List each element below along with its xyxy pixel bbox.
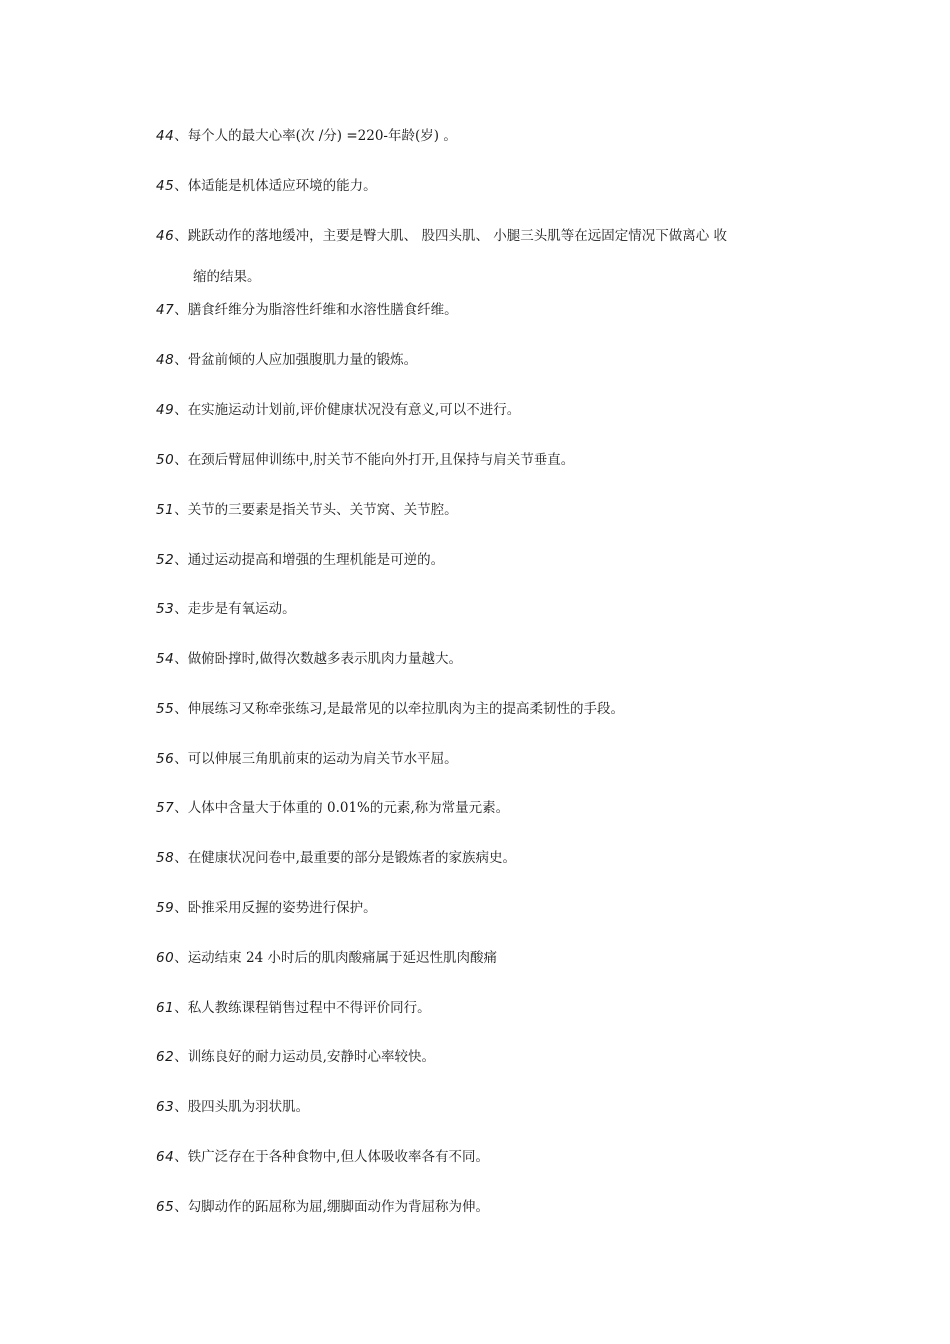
question-number: 49 [156,402,175,418]
question-text: 人体中含量大于体重的 0.01%的元素,称为常量元素。 [187,800,510,816]
question-text: 训练良好的耐力运动员,安静时心率较快。 [187,1049,435,1065]
question-number: 63 [156,1099,175,1115]
question-separator: 、 [174,651,188,667]
question-text: 关节的三要素是指关节头、关节窝、关节腔。 [187,502,458,518]
question-separator: 、 [174,352,188,368]
question-number: 44 [156,128,175,144]
question-text: 股四头肌为羽状肌。 [187,1099,310,1115]
question-56 [156,750,826,768]
question-number: 51 [156,502,175,518]
question-separator: 、 [174,552,188,568]
question-54 [156,650,826,668]
question-number: 57 [156,800,175,816]
question-number: 45 [156,178,175,194]
question-separator: 、 [174,800,188,816]
question-text: 在颈后臂屈伸训练中,肘关节不能向外打开,且保持与肩关节垂直。 [187,452,575,468]
question-separator: 、 [174,228,188,244]
question-text: 私人教练课程销售过程中不得评价同行。 [187,1000,431,1016]
question-separator: 、 [174,452,188,468]
question-46-continuation: 缩的结果。 [193,269,261,285]
question-separator: 、 [174,178,188,194]
question-text: 在实施运动计划前,评价健康状况没有意义,可以不进行。 [187,402,521,418]
question-51 [156,501,826,519]
question-50 [156,451,826,469]
question-separator: 、 [174,302,188,318]
question-53 [156,600,826,618]
question-number: 61 [156,1000,175,1016]
question-number: 48 [156,352,175,368]
question-text: 体适能是机体适应环境的能力。 [187,178,377,194]
question-text: 可以伸展三角肌前束的运动为肩关节水平屈。 [187,751,458,767]
question-number: 53 [156,601,175,617]
question-49 [156,401,826,419]
question-text: 运动结束 24 小时后的肌肉酸痛属于延迟性肌肉酸痛 [187,950,497,966]
question-separator: 、 [174,850,188,866]
question-separator: 、 [174,601,188,617]
question-46 [156,227,826,245]
question-number: 54 [156,651,175,667]
question-52 [156,551,826,569]
question-number: 65 [156,1199,175,1215]
question-separator: 、 [174,900,188,916]
question-text: 伸展练习又称牵张练习,是最常见的以牵拉肌肉为主的提高柔韧性的手段。 [187,701,624,717]
question-number: 47 [156,302,175,318]
question-47 [156,301,826,319]
question-text: 每个人的最大心率(次 /分) =220-年龄(岁) 。 [187,128,457,144]
question-separator: 、 [174,1149,188,1165]
question-text: 卧推采用反握的姿势进行保护。 [187,900,377,916]
question-text: 骨盆前倾的人应加强腹肌力量的锻炼。 [187,352,418,368]
question-number: 52 [156,552,175,568]
question-55 [156,700,826,718]
question-text: 膳食纤维分为脂溶性纤维和水溶性膳食纤维。 [187,302,458,318]
question-number: 58 [156,850,175,866]
question-45 [156,177,826,195]
question-separator: 、 [174,1099,188,1115]
question-number: 55 [156,701,175,717]
question-number: 59 [156,900,175,916]
question-number: 64 [156,1149,175,1165]
question-separator: 、 [174,128,188,144]
question-text: 走步是有氧运动。 [187,601,296,617]
question-59 [156,899,826,917]
question-separator: 、 [174,502,188,518]
question-62 [156,1048,826,1066]
question-63 [156,1098,826,1116]
question-text: 通过运动提高和增强的生理机能是可逆的。 [187,552,445,568]
question-separator: 、 [174,751,188,767]
question-44 [156,127,826,145]
question-separator: 、 [174,1199,188,1215]
question-58 [156,849,826,867]
question-number: 50 [156,452,175,468]
question-number: 46 [156,228,175,244]
question-separator: 、 [174,1000,188,1016]
question-separator: 、 [174,402,188,418]
question-separator: 、 [174,701,188,717]
question-65 [156,1198,826,1216]
question-number: 56 [156,751,175,767]
question-number: 62 [156,1049,175,1065]
question-text: 勾脚动作的跖屈称为屈,绷脚面动作为背屈称为伸。 [187,1199,489,1215]
question-number: 60 [156,950,175,966]
question-text: 铁广泛存在于各种食物中,但人体吸收率各有不同。 [187,1149,489,1165]
question-separator: 、 [174,1049,188,1065]
question-60 [156,949,826,967]
question-48 [156,351,826,369]
question-text: 在健康状况问卷中,最重要的部分是锻炼者的家族病史。 [187,850,516,866]
question-separator: 、 [174,950,188,966]
question-64 [156,1148,826,1166]
question-61 [156,999,826,1017]
question-text: 跳跃动作的落地缓冲，主要是臀大肌、 股四头肌、 小腿三头肌等在远固定情况下做离心 收 [187,228,728,244]
question-57 [156,799,826,817]
question-text: 做俯卧撑时,做得次数越多表示肌肉力量越大。 [187,651,462,667]
